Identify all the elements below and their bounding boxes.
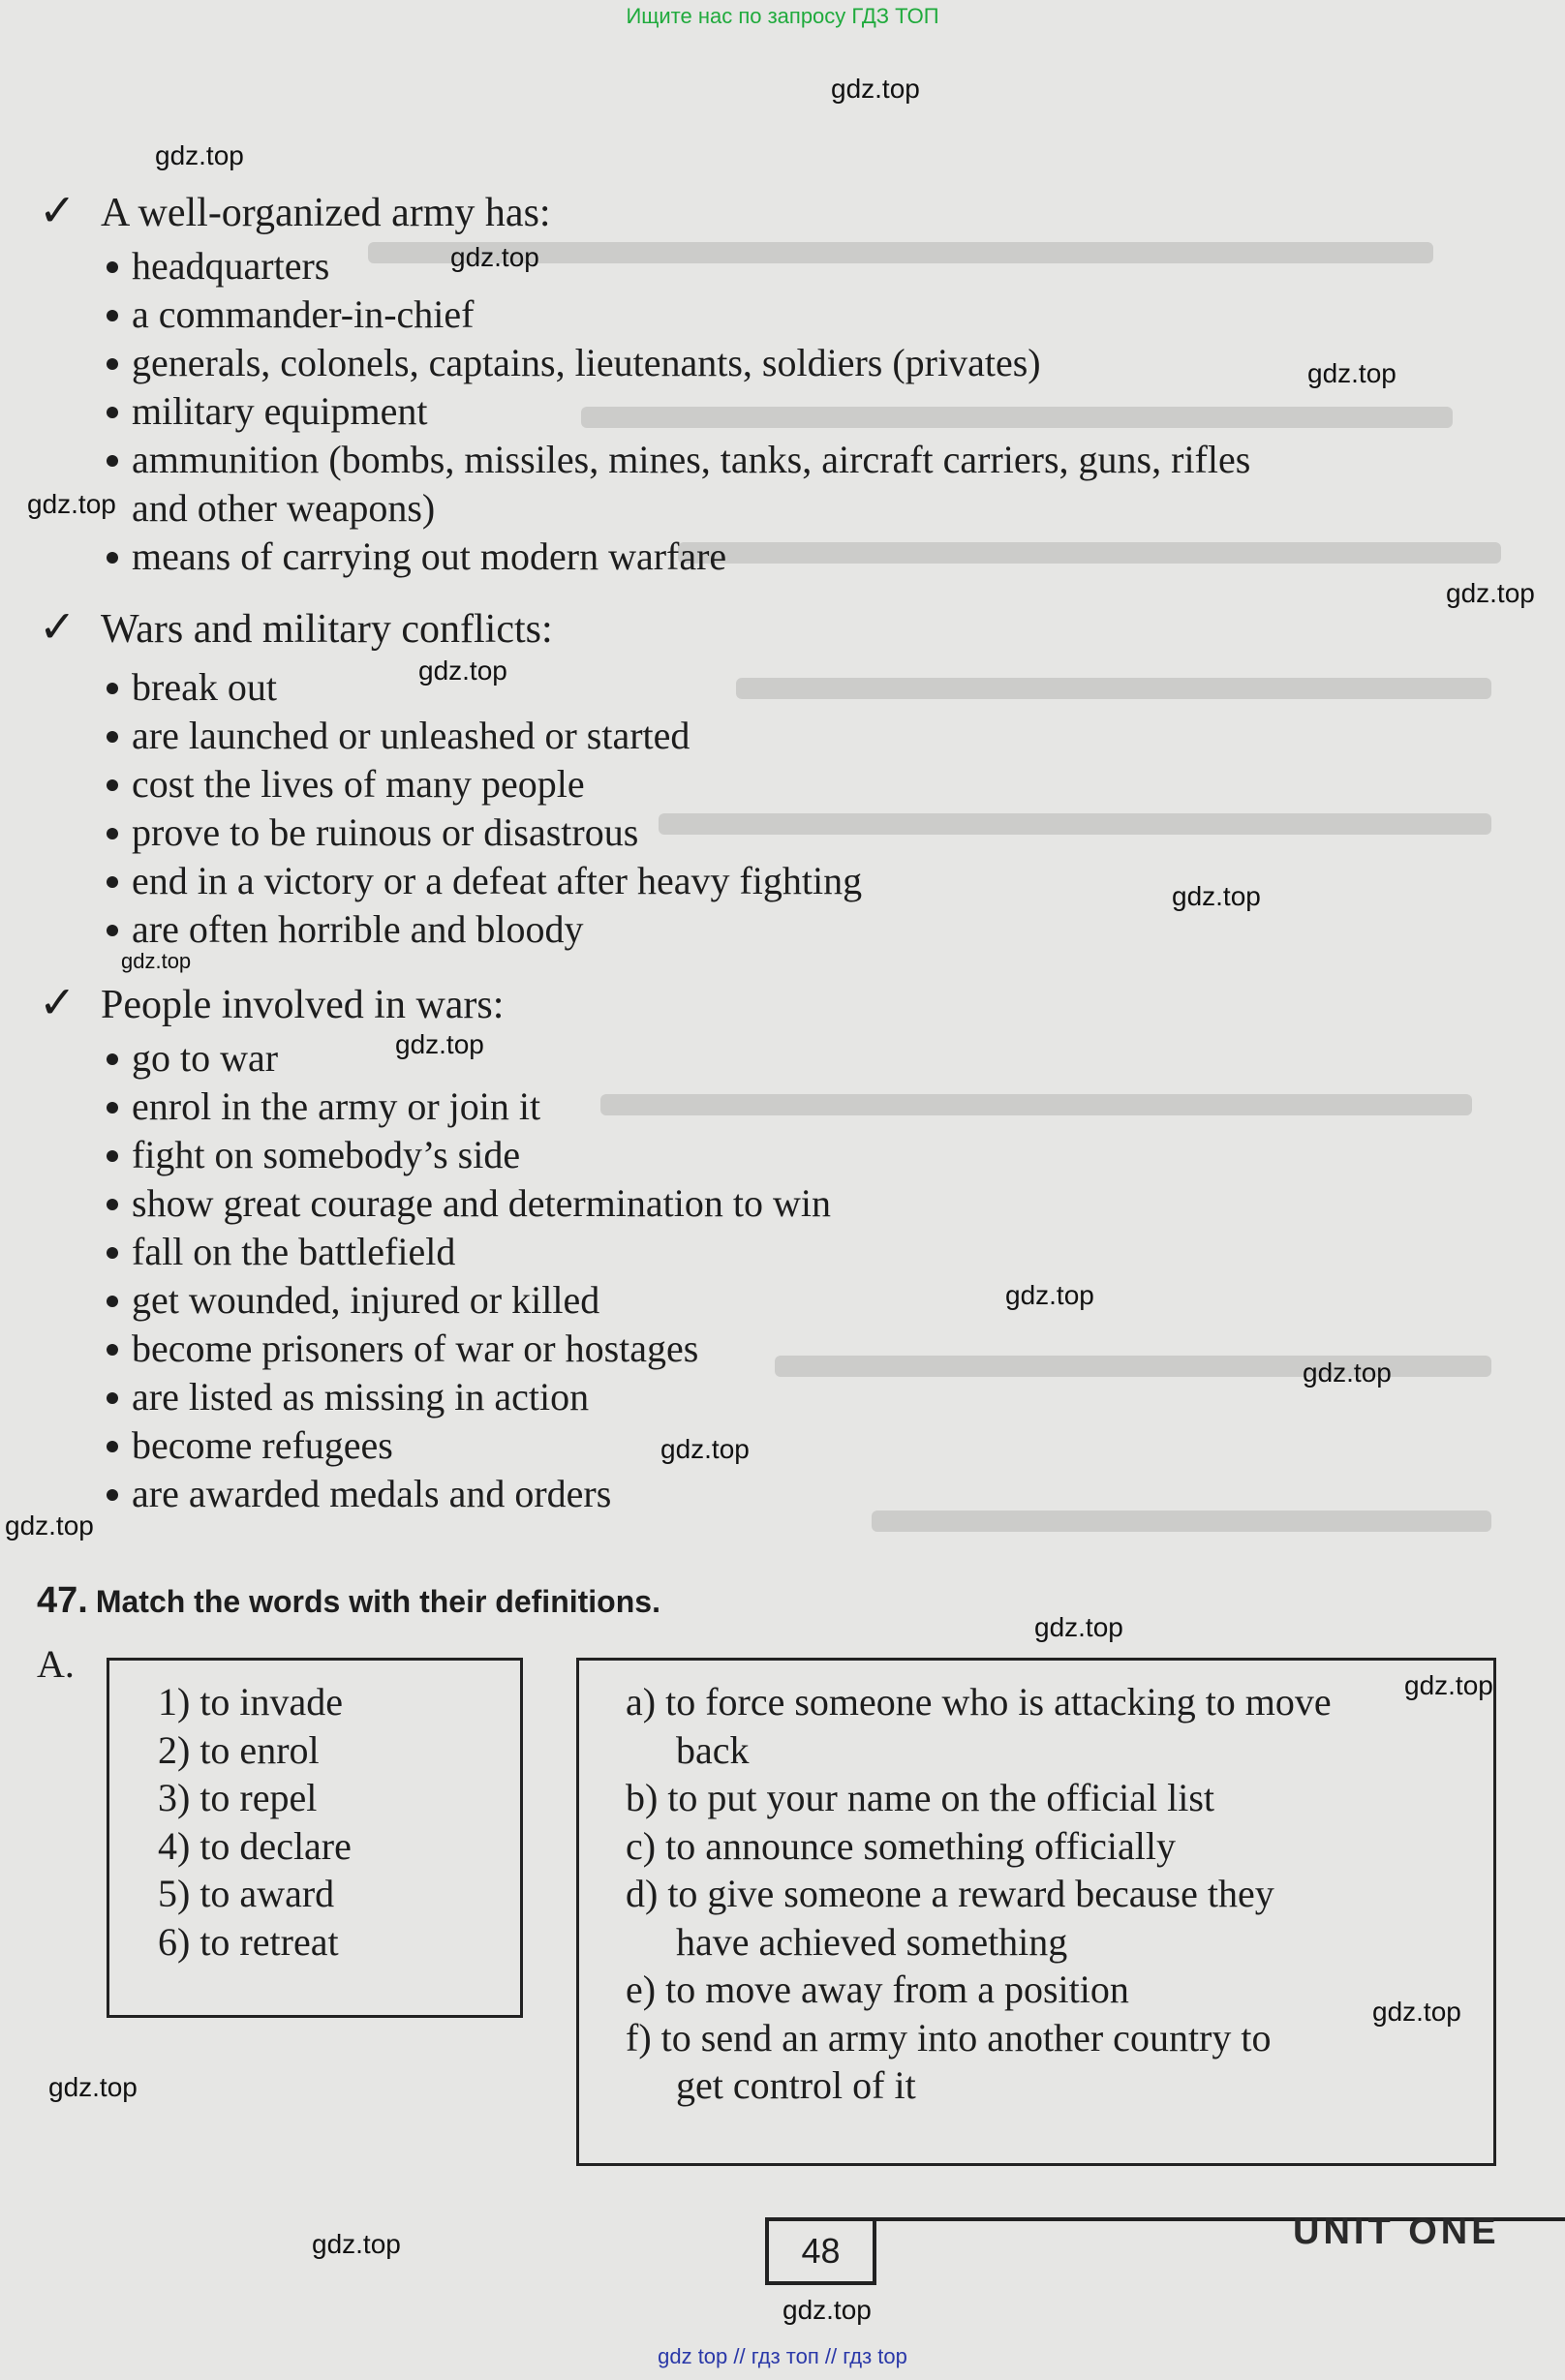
section-heading-text: A well-organized army has:	[101, 191, 551, 235]
list-item-text: are launched or unleashed or started	[132, 714, 690, 757]
bullet-icon	[107, 828, 118, 839]
list-item	[107, 1325, 831, 1373]
footer-search-link[interactable]: gdz top // гдз топ // гдз top	[658, 2344, 907, 2368]
page-number: 48	[765, 2217, 876, 2285]
definition-item	[626, 1678, 1447, 1774]
list-item-text: ammunition (bombs, missiles, mines, tanks, aircraft carriers, guns, rifles	[132, 438, 1251, 481]
list-item-text: enrol in the army or join it	[132, 1084, 541, 1128]
definition-continuation: back	[676, 1727, 750, 1772]
watermark: gdz.top	[1005, 1280, 1094, 1310]
exercise-instruction: Match the words with their definitions.	[95, 1584, 660, 1619]
list-item-text: become refugees	[132, 1423, 393, 1467]
section-heading-text: People involved in wars:	[101, 983, 505, 1027]
watermark: gdz.top	[121, 949, 192, 973]
list-item	[107, 857, 862, 905]
bullet-icon	[107, 261, 118, 273]
bullet-icon	[107, 876, 118, 888]
bullet-icon	[107, 358, 118, 370]
list-item-text: military equipment	[132, 389, 428, 433]
bullet-icon	[107, 1489, 118, 1501]
checkmark-icon: ✓	[39, 186, 77, 235]
bullet-icon	[107, 455, 118, 467]
definition-text: a) to force someone who is attacking to move	[626, 1680, 1332, 1724]
watermark: gdz.top	[660, 1434, 750, 1464]
list-item-text: prove to be ruinous or disastrous	[132, 810, 639, 854]
watermark: gdz.top	[155, 140, 244, 170]
list-item	[107, 1131, 831, 1179]
definition-item	[626, 1822, 1447, 1871]
list-item	[107, 242, 1250, 290]
definition-text: c) to announce something officially	[626, 1823, 1176, 1868]
list-item-text: fight on somebody’s side	[132, 1133, 521, 1176]
watermark: gdz.top	[27, 489, 116, 519]
list-item-text: are often horrible and bloody	[132, 907, 584, 951]
list-item	[107, 905, 862, 954]
list-item	[107, 809, 862, 857]
army-list	[107, 242, 1250, 581]
bullet-icon	[107, 1392, 118, 1404]
list-item-text: show great courage and determination to win	[132, 1181, 831, 1225]
bullet-icon	[107, 407, 118, 418]
definitions-box	[576, 1658, 1496, 2166]
watermark: gdz.top	[1372, 1997, 1461, 2027]
word-item: 2) to enrol	[158, 1727, 320, 1772]
definitions-list	[626, 1678, 1447, 2110]
list-item-text: means of carrying out modern warfare	[132, 534, 727, 578]
watermark: gdz.top	[1446, 578, 1535, 608]
list-item-text: cost the lives of many people	[132, 762, 585, 806]
watermark: gdz.top	[48, 2072, 138, 2102]
section-heading-text: Wars and military conflicts:	[101, 607, 553, 652]
watermark: gdz.top	[5, 1510, 94, 1541]
definition-item	[626, 1870, 1447, 1966]
watermark: gdz.top	[831, 74, 920, 104]
words-list	[158, 1678, 472, 1966]
list-item	[107, 1276, 831, 1325]
header-search-link[interactable]: Ищите нас по запросу ГДЗ ТОП	[626, 4, 939, 28]
exercise-part-label: A.	[37, 1642, 75, 1686]
watermark: gdz.top	[450, 242, 539, 272]
list-item	[107, 1083, 831, 1131]
list-item	[107, 1470, 831, 1518]
definition-continuation: have achieved something	[676, 1919, 1068, 1964]
bullet-icon	[107, 1296, 118, 1307]
watermark: gdz.top	[1404, 1670, 1493, 1700]
list-item	[107, 1228, 831, 1276]
list-item-text: go to war	[132, 1036, 279, 1080]
bullet-icon	[107, 1344, 118, 1356]
definition-text: e) to move away from a position	[626, 1968, 1129, 2011]
definition-item	[626, 1774, 1447, 1822]
list-item-text: and other weapons)	[132, 486, 436, 530]
bullet-icon	[107, 779, 118, 791]
list-item-text: are awarded medals and orders	[132, 1472, 612, 1515]
bullet-icon	[107, 310, 118, 321]
word-item: 6) to retreat	[158, 1919, 339, 1964]
bullet-icon	[107, 1150, 118, 1162]
bullet-icon	[107, 1102, 118, 1114]
wars-list	[107, 663, 862, 954]
list-item	[107, 1373, 831, 1421]
bullet-icon	[107, 1441, 118, 1452]
list-item-continuation	[107, 484, 1250, 533]
list-item	[107, 387, 1250, 436]
list-item	[107, 339, 1250, 387]
definition-continuation: get control of it	[676, 2063, 916, 2107]
section-heading-wars	[39, 600, 553, 653]
watermark: gdz.top	[782, 2295, 872, 2325]
word-item: 1) to invade	[158, 1680, 344, 1724]
list-item	[107, 436, 1250, 484]
watermark: gdz.top	[1303, 1358, 1392, 1388]
definition-item	[626, 2014, 1447, 2110]
exercise-title	[37, 1580, 660, 1622]
bullet-icon	[107, 925, 118, 936]
list-item-text: fall on the battlefield	[132, 1230, 456, 1273]
watermark: gdz.top	[1172, 881, 1261, 911]
definition-item	[626, 1966, 1447, 2014]
bullet-icon	[107, 683, 118, 694]
watermark: gdz.top	[312, 2229, 401, 2259]
watermark: gdz.top	[1307, 358, 1396, 388]
list-item-text: headquarters	[132, 244, 330, 288]
section-heading-army	[39, 184, 551, 236]
list-item	[107, 533, 1250, 581]
definition-text: b) to put your name on the official list	[626, 1776, 1215, 1819]
list-item	[107, 760, 862, 809]
list-item-text: a commander-in-chief	[132, 292, 475, 336]
list-item	[107, 290, 1250, 339]
list-item-text: end in a victory or a defeat after heavy fighting	[132, 859, 863, 902]
checkmark-icon: ✓	[39, 602, 77, 652]
list-item-text: generals, colonels, captains, lieutenants, soldiers (privates)	[132, 341, 1041, 384]
section-heading-people	[39, 976, 504, 1028]
word-item: 5) to award	[158, 1872, 335, 1915]
exercise-number: 47.	[37, 1580, 88, 1621]
bullet-icon	[107, 1247, 118, 1259]
list-item-text: are listed as missing in action	[132, 1375, 590, 1419]
word-item: 4) to declare	[158, 1823, 352, 1868]
unit-label: UNIT ONE	[1293, 2212, 1500, 2252]
bullet-icon	[107, 1199, 118, 1210]
watermark: gdz.top	[395, 1029, 484, 1059]
bullet-icon	[107, 1053, 118, 1065]
definition-text: d) to give someone a reward because they	[626, 1872, 1274, 1915]
definition-text: f) to send an army into another country to	[626, 2015, 1272, 2060]
list-item	[107, 1179, 831, 1228]
list-item-text: become prisoners of war or hostages	[132, 1327, 699, 1370]
list-item-text: break out	[132, 665, 277, 709]
words-box	[107, 1658, 523, 2018]
checkmark-icon: ✓	[39, 978, 77, 1027]
word-item: 3) to repel	[158, 1776, 318, 1819]
watermark: gdz.top	[1034, 1612, 1123, 1642]
bullet-icon	[107, 552, 118, 564]
bullet-icon	[107, 731, 118, 743]
watermark: gdz.top	[418, 656, 507, 686]
list-item-text: get wounded, injured or killed	[132, 1278, 600, 1322]
list-item	[107, 712, 862, 760]
